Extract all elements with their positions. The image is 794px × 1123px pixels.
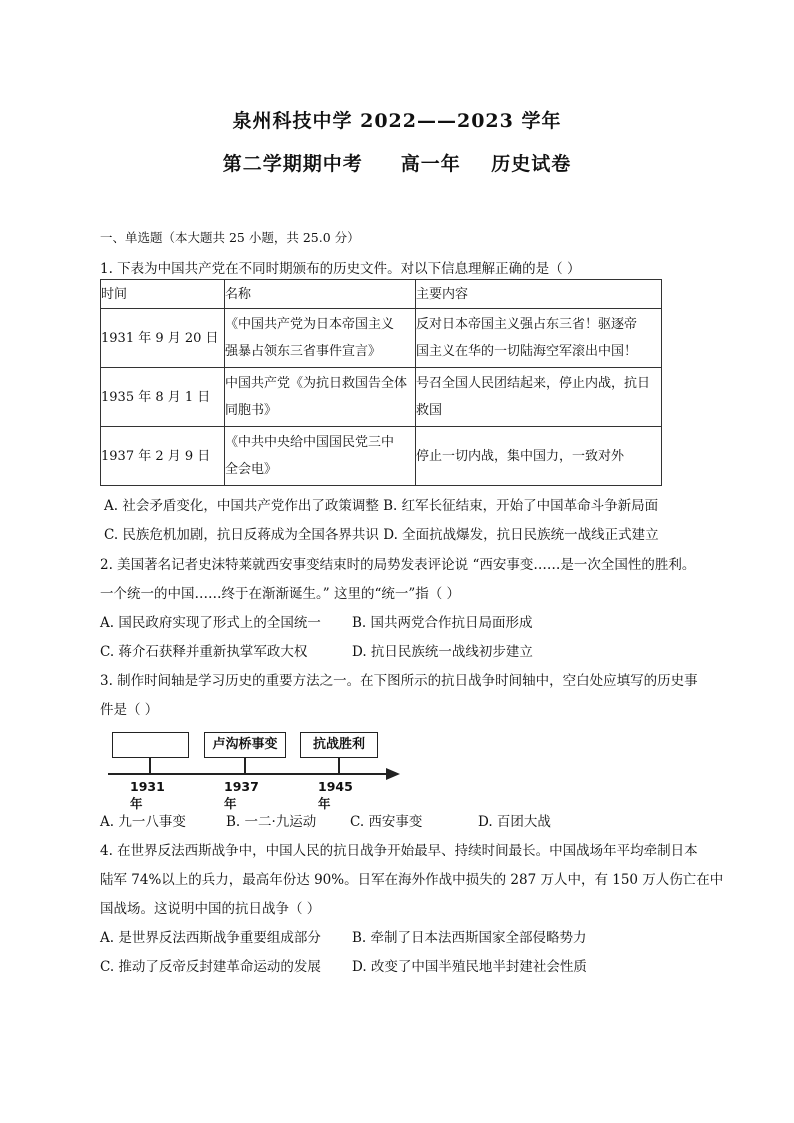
timeline-tick (149, 757, 151, 773)
table-row (101, 427, 662, 486)
arrow-right-icon (386, 768, 400, 780)
q4-option-a: A. 是世界反法西斯战争重要组成部分 (100, 930, 321, 946)
q3-option-a: A. 九一八事变 (100, 814, 186, 830)
q3-option-c: C. 西安事变 (350, 814, 423, 830)
timeline-year: 1931年 (130, 779, 165, 811)
q4-option-c: C. 推动了反帝反封建革命运动的发展 (100, 959, 321, 975)
q1-options-ab: A. 社会矛盾变化，中国共产党作出了政策调整 B. 红军长征结束，开始了中国革命斗争新局面 (104, 498, 659, 514)
exam-title-subject: 第二学期期中考 高一年 历史试卷 (222, 153, 572, 175)
q4-option-d: D. 改变了中国半殖民地半封建社会性质 (352, 959, 587, 975)
q2-option-c: C. 蒋介石获释并重新执掌军政大权 (100, 644, 308, 660)
q2-option-a: A. 国民政府实现了形式上的全国统一 (100, 615, 321, 631)
cell-name (225, 309, 416, 368)
timeline-box-lugouqiao: 卢沟桥事变 (204, 732, 286, 758)
cell-name (225, 427, 416, 486)
timeline-blank-box (112, 732, 189, 758)
section-heading: 一、单选题（本大题共 25 小题，共 25.0 分） (100, 230, 360, 245)
cell-content (416, 368, 662, 427)
table-row (101, 309, 662, 368)
q3-option-d: D. 百团大战 (478, 814, 551, 830)
exam-title-school: 泉州科技中学 2022——2023 学年 (232, 110, 562, 132)
q4-stem-line3: 国战场。这说明中国的抗日战争（ ） (100, 901, 321, 917)
cell-name-line2: 同胞书》 (225, 403, 278, 418)
q4-stem-line1: 4. 在世界反法西斯战争中，中国人民的抗日战争开始最早、持续时间最长。中国战场年平均牵制日本 (100, 843, 698, 859)
q2-option-b: B. 国共两党合作抗日局面形成 (352, 615, 533, 631)
q2-stem-line1: 2. 美国著名记者史沫特莱就西安事变结束时的局势发表评论说 “西安事变……是一次全国性的胜利。 (100, 557, 696, 573)
cell-name-line1: 《中共中央给中国国民党三中 (225, 435, 395, 450)
q2-option-d: D. 抗日民族统一战线初步建立 (352, 644, 533, 660)
timeline-year: 1945年 (318, 779, 353, 811)
q1-documents-table (100, 279, 662, 486)
cell-name-line2: 强暴占领东三省事件宣言》 (225, 344, 382, 359)
timeline-tick (244, 757, 246, 773)
q1-options-cd: C. 民族危机加剧，抗日反蒋成为全国各界共识 D. 全面抗战爆发，抗日民族统一战线正式建立 (104, 527, 659, 543)
cell-content-line1: 反对日本帝国主义强占东三省！驱逐帝 (416, 317, 638, 332)
cell-content-line1: 号召全国人民团结起来，停止内战，抗日 (416, 376, 651, 391)
cell-name-line2: 全会电》 (225, 462, 278, 477)
cell-name-line1: 中国共产党《为抗日救国告全体 (225, 376, 408, 391)
cell-name (225, 368, 416, 427)
timeline-year: 1937年 (224, 779, 259, 811)
q3-stem-line2: 件是（ ） (100, 702, 159, 718)
header-name: 名称 (225, 280, 416, 309)
cell-time: 1935 年 8 月 1 日 (101, 368, 225, 427)
table-row (101, 368, 662, 427)
timeline-box-victory: 抗战胜利 (300, 732, 378, 758)
table-header-row (101, 280, 662, 309)
header-time: 时间 (101, 280, 225, 309)
cell-content-line2: 救国 (416, 403, 443, 418)
timeline-axis (108, 773, 390, 775)
cell-time: 1937 年 2 月 9 日 (101, 427, 225, 486)
header-content: 主要内容 (416, 280, 662, 309)
q1-stem: 1. 下表为中国共产党在不同时期颁布的历史文件。对以下信息理解正确的是（ ） (100, 261, 581, 277)
q3-option-b: B. 一二·九运动 (226, 814, 317, 830)
cell-time: 1931 年 9 月 20 日 (101, 309, 225, 368)
cell-name-line1: 《中国共产党为日本帝国主义 (225, 317, 395, 332)
cell-content: 停止一切内战，集中国力，一致对外 (416, 427, 662, 486)
cell-content-line2: 国主义在华的一切陆海空军滚出中国！ (416, 344, 638, 359)
cell-content (416, 309, 662, 368)
q3-stem-line1: 3. 制作时间轴是学习历史的重要方法之一。在下图所示的抗日战争时间轴中，空白处应填写的历史事 (100, 673, 698, 689)
timeline-tick (338, 757, 340, 773)
q4-option-b: B. 牵制了日本法西斯国家全部侵略势力 (352, 930, 587, 946)
q2-stem-line2: 一个统一的中国……终于在渐渐诞生。” 这里的“统一”指（ ） (100, 586, 461, 602)
q4-stem-line2: 陆军 74%以上的兵力，最高年份达 90%。日军在海外作战中损失的 287 万人中，有 150 万人伤亡在中 (100, 872, 724, 888)
